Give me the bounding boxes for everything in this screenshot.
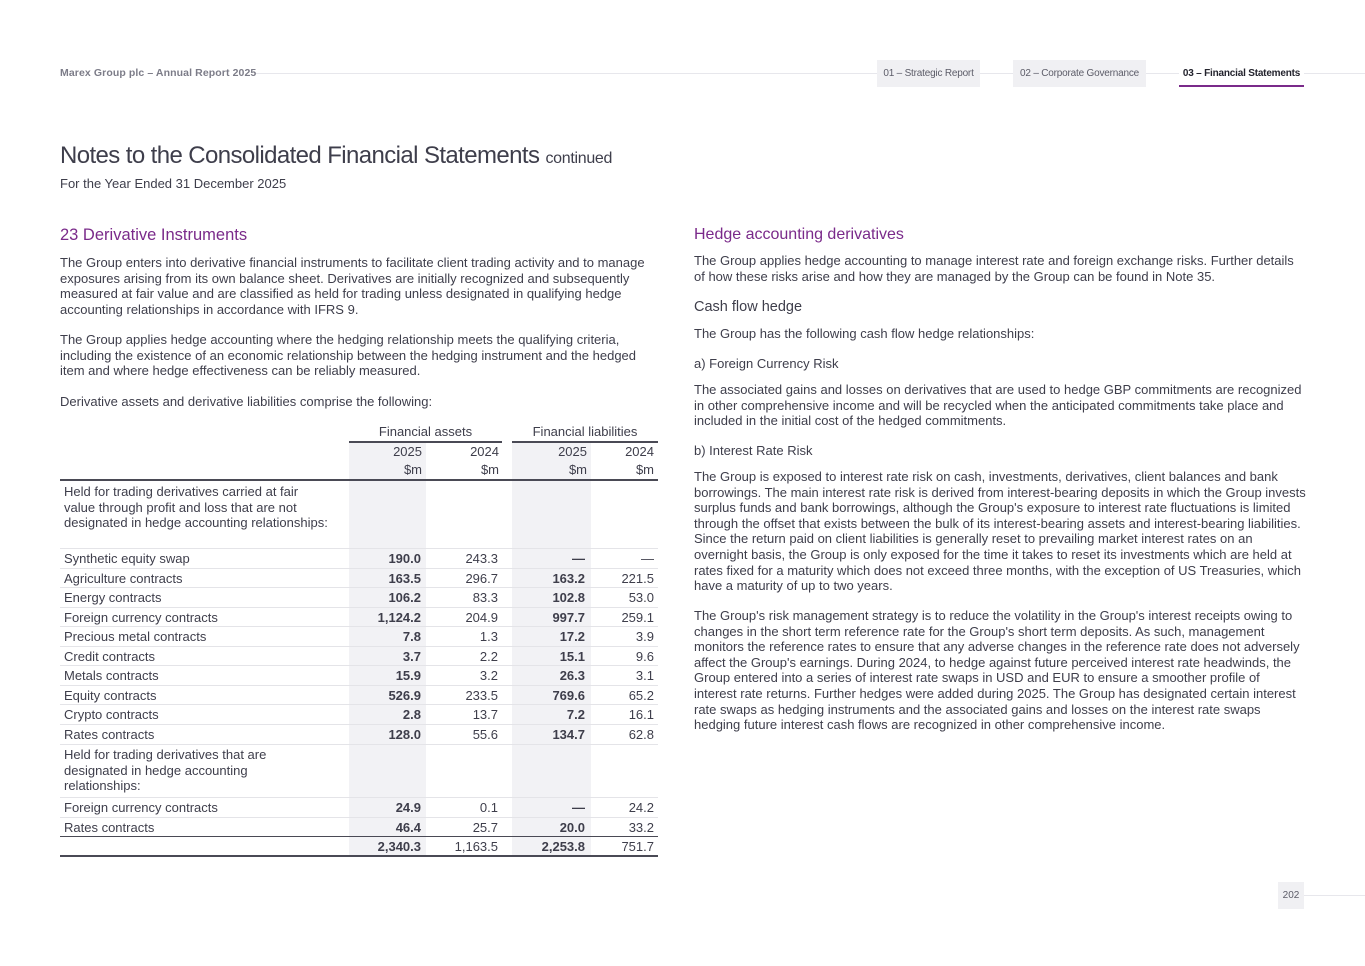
cell-liabilities-2025: 769.6	[552, 687, 585, 703]
row-label: Equity contracts	[64, 687, 157, 703]
cell-liabilities-2024: 221.5	[621, 570, 654, 586]
cell-assets-2024: 1.3	[479, 629, 498, 644]
cell-assets-2024: 243.3	[465, 551, 498, 566]
cell-assets-2024: 204.9	[465, 609, 498, 625]
cell-assets-2025: 106.2	[388, 590, 421, 605]
cell-assets-2024: 2.2	[479, 648, 498, 664]
cell-liabilities-2024: 65.2	[628, 687, 654, 703]
table-row	[60, 549, 658, 569]
cell-liabilities-2025: 163.2	[552, 570, 585, 586]
section-title-derivatives: 23 Derivative Instruments	[60, 226, 248, 244]
cell-assets-2025: 526.9	[388, 687, 421, 703]
cell-liabilities-2024: 259.1	[621, 609, 654, 625]
heading-foreign-currency-risk: a) Foreign Currency Risk	[694, 356, 839, 371]
paragraph-cash-flow-intro: The Group has the following cash flow hedge relationships:	[694, 326, 1035, 341]
cell-liabilities-2025: 17.2	[559, 629, 585, 644]
cell-liabilities-2025: 20.0	[559, 819, 585, 835]
cell-assets-2024: 233.5	[465, 687, 498, 703]
report-name: Marex Group plc – Annual Report 2025	[60, 67, 257, 79]
heading-interest-rate-risk: b) Interest Rate Risk	[694, 443, 813, 458]
cell-assets-2025: 15.9	[395, 668, 421, 683]
row-label: Agriculture contracts	[64, 570, 183, 586]
cell-assets-2024: 3.2	[479, 668, 498, 683]
cell-assets-2025: 3.7	[402, 648, 421, 664]
total-assets-2024: 1,163.5	[454, 839, 498, 854]
row-label: Credit contracts	[64, 648, 156, 664]
section-title-hedge-accounting: Hedge accounting derivatives	[694, 226, 904, 243]
cell-liabilities-2025: 102.8	[552, 590, 585, 605]
tab-corporate-governance[interactable]: 02 – Corporate Governance	[1013, 60, 1146, 87]
cell-liabilities-2024: 24.2	[628, 800, 654, 815]
paragraph-hedge-intro: The Group applies hedge accounting to manage interest rate and foreign exchange risks. Further details of how these risks arise and how they are managed by the Group can be found in Note 35.	[694, 253, 1294, 284]
page-title-text: Notes to the Consolidated Financial Statements	[60, 142, 540, 169]
row-label: Rates contracts	[64, 819, 155, 835]
year-assets-2025: 2025	[393, 444, 422, 459]
total-assets-2025: 2,340.3	[377, 839, 421, 854]
cell-liabilities-2025: —	[572, 800, 585, 815]
tab-financial-statements[interactable]: 03 – Financial Statements	[1179, 60, 1304, 87]
year-assets-2024: 2024	[470, 444, 499, 459]
cell-assets-2024: 13.7	[472, 707, 498, 722]
cell-liabilities-2024: 3.9	[635, 629, 654, 644]
table-row	[60, 588, 658, 608]
cell-liabilities-2025: 15.1	[559, 648, 585, 664]
group-header-liabilities: Financial liabilities	[532, 424, 638, 439]
heading-cash-flow-hedge: Cash flow hedge	[694, 299, 803, 315]
cell-liabilities-2024: 53.0	[628, 590, 654, 605]
row-label: Precious metal contracts	[64, 629, 207, 644]
cell-assets-2024: 0.1	[479, 800, 498, 815]
table-row	[60, 818, 658, 838]
footer-divider	[1304, 895, 1365, 896]
cell-assets-2025: 24.9	[395, 800, 421, 815]
cell-assets-2025: 163.5	[388, 570, 421, 586]
row-label: Synthetic equity swap	[64, 551, 190, 566]
row-label: Metals contracts	[64, 668, 159, 683]
total-liabilities-2024: 751.7	[621, 839, 654, 854]
paragraph-interest-rate-risk-1: The Group is exposed to interest rate risk on cash, investments, derivatives, client balances and bank borrowings. The main interest rate risk is derived from interest-bearing deposits in which the Group invests surplus funds and bank borrowings, although the Group's exposure to interest rate fluctuations is limited through the offset that exists between the bulk of its interest-bearing assets and interest-bearing liabilities. Since the return paid on client liabilities is generally reset to prevailing market interest rates on an overnight basis, the Group is only exposed for the time it takes to reset its investments which are held at rates fixed for a maturity which does not exceed three months, with the exception of US Treasuries, which have a maturity of up to two years.	[694, 469, 1306, 594]
cell-liabilities-2025: 134.7	[552, 726, 585, 742]
row-label: Energy contracts	[64, 590, 162, 605]
cell-assets-2024: 83.3	[472, 590, 498, 605]
row-label: Crypto contracts	[64, 707, 159, 722]
paragraph-foreign-currency-risk: The associated gains and losses on derivatives that are used to hedge GBP commitments are recognized in other comprehensive income and will be recycled when the anticipated commitments take place and included in the initial cost of the hedged commitments.	[694, 382, 1302, 429]
section-heading-row	[60, 482, 658, 549]
total-liabilities-2025: 2,253.8	[541, 839, 585, 854]
cell-liabilities-2024: 9.6	[635, 648, 654, 664]
row-label: Foreign currency contracts	[64, 609, 218, 625]
cell-assets-2025: 128.0	[388, 726, 421, 742]
page-number: 202	[1278, 882, 1304, 909]
section-heading-not-designated: Held for trading derivatives carried at fair value through profit and loss that are not designated in hedge accounting relationships:	[64, 484, 328, 531]
table-row	[60, 647, 658, 667]
table-row	[60, 608, 658, 628]
cell-liabilities-2025: 26.3	[559, 668, 585, 683]
paragraph-table-intro: Derivative assets and derivative liabilities comprise the following:	[60, 394, 433, 409]
unit-liabilities-2024: $m	[635, 462, 654, 477]
table-row	[60, 666, 658, 686]
page-title	[60, 142, 612, 170]
cell-liabilities-2025: —	[572, 551, 585, 566]
cell-assets-2024: 55.6	[472, 726, 498, 742]
cell-assets-2025: 7.8	[402, 629, 421, 644]
unit-assets-2024: $m	[480, 462, 499, 477]
cell-liabilities-2024: 33.2	[628, 819, 654, 835]
cell-liabilities-2025: 997.7	[552, 609, 585, 625]
cell-assets-2024: 25.7	[472, 819, 498, 835]
page-title-suffix: continued	[545, 150, 613, 167]
cell-assets-2025: 46.4	[395, 819, 421, 835]
paragraph-hedge-accounting: The Group applies hedge accounting where the hedging relationship meets the qualifying criteria, including the existence of an economic relationship between the hedging instrument and the hedged item and where hedge effectiveness can be reliably measured.	[60, 332, 637, 379]
group-header-assets: Financial assets	[378, 424, 473, 439]
row-label: Rates contracts	[64, 726, 155, 742]
table-row	[60, 705, 658, 725]
header-rule	[60, 479, 658, 481]
cell-liabilities-2024: 3.1	[635, 668, 654, 683]
cell-liabilities-2024: 16.1	[628, 707, 654, 722]
cell-liabilities-2024: —	[641, 551, 654, 566]
total-row	[60, 837, 658, 856]
unit-liabilities-2025: $m	[568, 462, 587, 477]
tab-strategic-report[interactable]: 01 – Strategic Report	[877, 60, 980, 87]
cell-liabilities-2025: 7.2	[566, 707, 585, 722]
table-row	[60, 569, 658, 589]
year-liabilities-2024: 2024	[625, 444, 654, 459]
table-row	[60, 627, 658, 647]
table-row	[60, 725, 658, 746]
page-subtitle: For the Year Ended 31 December 2025	[60, 176, 287, 191]
cell-assets-2024: 296.7	[465, 570, 498, 586]
table-row	[60, 686, 658, 706]
total-bottom-rule	[60, 855, 658, 857]
section-heading-row	[60, 745, 658, 798]
row-label: Foreign currency contracts	[64, 800, 218, 815]
cell-assets-2025: 190.0	[388, 551, 421, 566]
cell-assets-2025: 1,124.2	[377, 609, 421, 625]
cell-assets-2025: 2.8	[402, 707, 421, 722]
table-row	[60, 798, 658, 818]
paragraph-interest-rate-risk-2: The Group's risk management strategy is to reduce the volatility in the Group's interest receipts owing to changes in the short term reference rate for the Group's short term deposits. As such, management monitors the reference rates to ensure that any adverse changes in the reference rate does not adversely affect the Group's earnings. During 2024, to hedge against future perceived interest rate headwinds, the Group entered into a series of interest rate swaps in USD and EUR to ensure a smoother profile of interest rate returns. Further hedges were added during 2025. The Group has designated certain interest rate swaps as hedging instruments and the associated gains and losses on the interest rate swaps hedging future interest cash flows are recognized in other comprehensive income.	[694, 608, 1300, 733]
paragraph-derivatives-intro: The Group enters into derivative financial instruments to facilitate client trading activity and to manage exposures arising from its own balance sheet. Derivatives are initially recognized and subsequently measured at fair value and are classified as held for trading unless designated in qualifying hedge accounting relationships in accordance with IFRS 9.	[60, 255, 645, 317]
year-liabilities-2025: 2025	[558, 444, 587, 459]
cell-liabilities-2024: 62.8	[628, 726, 654, 742]
section-heading-designated: Held for trading derivatives that are designated in hedge accounting relationships:	[64, 747, 267, 794]
unit-assets-2025: $m	[403, 462, 422, 477]
